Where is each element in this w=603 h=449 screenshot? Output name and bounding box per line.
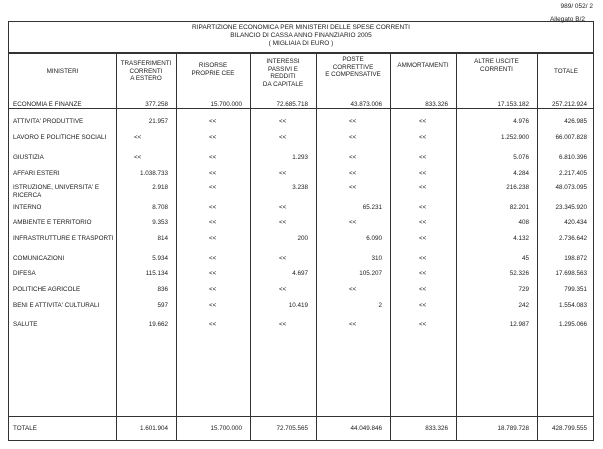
ministry-name: GIUSTIZIA <box>13 154 44 161</box>
title-line-2: BILANCIO DI CASSA ANNO FINANZIARIO 2005 <box>230 32 372 39</box>
cell-value: 82.201 <box>509 204 529 211</box>
cell-value: 2.736.642 <box>558 235 587 242</box>
title-line-1: RIPARTIZIONE ECONOMICA PER MINISTERI DELLE SPESE CORRENTI <box>192 24 410 31</box>
cell-value: 1.038.733 <box>139 170 168 177</box>
cell-value: << <box>279 134 287 141</box>
cell-value: << <box>279 118 287 125</box>
cell-value: << <box>419 204 427 211</box>
cell-value: 6.090 <box>366 235 382 242</box>
cell-value: 198.872 <box>564 255 587 262</box>
cell-value: << <box>419 134 427 141</box>
cell-value: 1.252.900 <box>500 134 529 141</box>
cell-value: 6.810.396 <box>558 154 587 161</box>
cell-value: << <box>209 286 217 293</box>
cell-value: << <box>419 154 427 161</box>
title-line-3: ( MIGLIAIA DI EURO ) <box>268 40 334 47</box>
cell-value: 105.207 <box>359 270 382 277</box>
cell-value: 44.049.846 <box>350 425 382 432</box>
cell-value: 420.434 <box>564 219 587 226</box>
cell-value: << <box>279 204 287 211</box>
ministry-name: INFRASTRUTTURE E TRASPORTI <box>13 235 114 242</box>
cell-value: 18.789.728 <box>497 425 529 432</box>
cell-value: 310 <box>371 255 382 262</box>
ministry-name: INTERNO <box>13 204 42 211</box>
cell-value: 10.419 <box>288 302 308 309</box>
cell-value: 17.698.563 <box>555 270 587 277</box>
cell-value: << <box>419 321 427 328</box>
cell-value: 597 <box>157 302 168 309</box>
cell-value: 15.700.000 <box>210 425 242 432</box>
cell-value: << <box>349 118 357 125</box>
column-header: RISORSE PROPRIE CEE <box>191 62 235 77</box>
ministry-name: TOTALE <box>13 425 37 432</box>
document-code: 989/ 052/ 2 <box>560 3 593 10</box>
ministry-name: BENI E ATTIVITA' CULTURALI <box>13 302 100 309</box>
cell-value: 200 <box>297 235 308 242</box>
cell-value: 216.238 <box>506 184 529 191</box>
cell-value: << <box>279 170 287 177</box>
cell-value: << <box>279 286 287 293</box>
cell-value: << <box>419 270 427 277</box>
ministry-name: ISTRUZIONE, UNIVERSITA' E RICERCA <box>13 184 100 199</box>
cell-value: 2.217.405 <box>558 170 587 177</box>
cell-value: << <box>419 255 427 262</box>
cell-value: 65.231 <box>362 204 382 211</box>
cell-value: 23.345.920 <box>555 204 587 211</box>
cell-value: << <box>209 170 217 177</box>
column-divider <box>390 54 391 440</box>
cell-value: << <box>349 154 357 161</box>
cell-value: 2 <box>378 302 382 309</box>
ministry-name: ATTIVITA' PRODUTTIVE <box>13 118 84 125</box>
ministry-name: AFFARI ESTERI <box>13 170 60 177</box>
ministry-name: POLITICHE AGRICOLE <box>13 286 81 293</box>
cell-value: 408 <box>518 219 529 226</box>
cell-value: 1.554.083 <box>558 302 587 309</box>
column-header: ALTRE USCITE CORRENTI <box>474 58 519 73</box>
cell-value: 377.258 <box>145 101 168 108</box>
ministry-name: LAVORO E POLITICHE SOCIALI <box>13 134 107 141</box>
cell-value: << <box>209 321 217 328</box>
cell-value: << <box>419 286 427 293</box>
cell-value: 4.284 <box>513 170 529 177</box>
column-header: POSTE CORRETTIVE E COMPENSATIVE <box>325 56 381 78</box>
cell-value: << <box>349 134 357 141</box>
cell-value: 5.076 <box>513 154 529 161</box>
cell-value: 15.700.000 <box>210 101 242 108</box>
cell-value: 1.601.904 <box>139 425 168 432</box>
cell-value: 4.697 <box>292 270 308 277</box>
cell-value: 833.326 <box>425 101 448 108</box>
ministry-name: DIFESA <box>13 270 36 277</box>
cell-value: 836 <box>157 286 168 293</box>
cell-value: 66.007.828 <box>555 134 587 141</box>
total-divider <box>9 416 593 417</box>
cell-value: << <box>209 235 217 242</box>
cell-value: 8.708 <box>152 204 168 211</box>
column-header: AMMORTAMENTI <box>397 62 449 69</box>
cell-value: << <box>349 321 357 328</box>
cell-value: 19.662 <box>148 321 168 328</box>
column-header: TOTALE <box>554 68 578 75</box>
cell-value: 48.073.095 <box>555 184 587 191</box>
cell-value: 729 <box>518 286 529 293</box>
ministry-name: AMBIENTE E TERRITORIO <box>13 219 92 226</box>
cell-value: << <box>209 154 217 161</box>
cell-value: 9.353 <box>152 219 168 226</box>
cell-value: << <box>419 302 427 309</box>
cell-value: << <box>419 184 427 191</box>
cell-value: << <box>419 219 427 226</box>
cell-value: << <box>134 154 142 161</box>
cell-value: << <box>419 170 427 177</box>
column-divider <box>537 54 538 440</box>
cell-value: << <box>209 255 217 262</box>
cell-value: 21.957 <box>148 118 168 125</box>
cell-value: 428.799.555 <box>551 425 587 432</box>
cell-value: 3.238 <box>292 184 308 191</box>
cell-value: 72.685.718 <box>276 101 308 108</box>
ministry-name: SALUTE <box>13 321 38 328</box>
cell-value: 799.351 <box>564 286 587 293</box>
column-divider <box>456 54 457 440</box>
cell-value: << <box>209 118 217 125</box>
column-header: MINISTERI <box>46 68 79 75</box>
cell-value: << <box>209 184 217 191</box>
cell-value: 5.934 <box>152 255 168 262</box>
column-divider <box>250 54 251 440</box>
cell-value: 17.153.182 <box>497 101 529 108</box>
cell-value: << <box>209 134 217 141</box>
column-header: TRASFERIMENTI CORRENTI A ESTERO <box>120 60 172 82</box>
cell-value: 4.976 <box>513 118 529 125</box>
cell-value: << <box>419 118 427 125</box>
cell-value: 72.705.565 <box>276 425 308 432</box>
ministry-name: ECONOMIA E FINANZE <box>13 101 82 108</box>
cell-value: << <box>279 255 287 262</box>
cell-value: 1.293 <box>292 154 308 161</box>
cell-value: 12.987 <box>509 321 529 328</box>
cell-value: << <box>419 235 427 242</box>
ministry-name: COMUNICAZIONI <box>13 255 65 262</box>
cell-value: << <box>209 270 217 277</box>
cell-value: 45 <box>521 255 529 262</box>
cell-value: << <box>349 286 357 293</box>
cell-value: 43.873.006 <box>350 101 382 108</box>
cell-value: 426.985 <box>564 118 587 125</box>
cell-value: 814 <box>157 235 168 242</box>
column-header: INTERESSI PASSIVI E REDDITI DA CAPITALE <box>262 58 304 88</box>
cell-value: << <box>279 219 287 226</box>
cell-value: << <box>349 170 357 177</box>
cell-value: << <box>209 204 217 211</box>
cell-value: << <box>349 184 357 191</box>
cell-value: << <box>134 134 142 141</box>
cell-value: 242 <box>518 302 529 309</box>
column-divider <box>176 54 177 440</box>
column-divider <box>316 54 317 440</box>
cell-value: 52.326 <box>509 270 529 277</box>
cell-value: 1.295.066 <box>558 321 587 328</box>
cell-value: 4.132 <box>513 235 529 242</box>
cell-value: 2.918 <box>152 184 168 191</box>
budget-table <box>8 53 594 441</box>
column-divider <box>116 54 117 440</box>
cell-value: 833.326 <box>425 425 448 432</box>
cell-value: << <box>349 219 357 226</box>
title-box <box>8 21 594 53</box>
cell-value: 257.212.924 <box>551 101 587 108</box>
allegato-label: Allegato B/2 <box>549 16 585 23</box>
cell-value: << <box>209 219 217 226</box>
cell-value: << <box>209 302 217 309</box>
cell-value: << <box>279 321 287 328</box>
cell-value: 115.134 <box>145 270 168 277</box>
